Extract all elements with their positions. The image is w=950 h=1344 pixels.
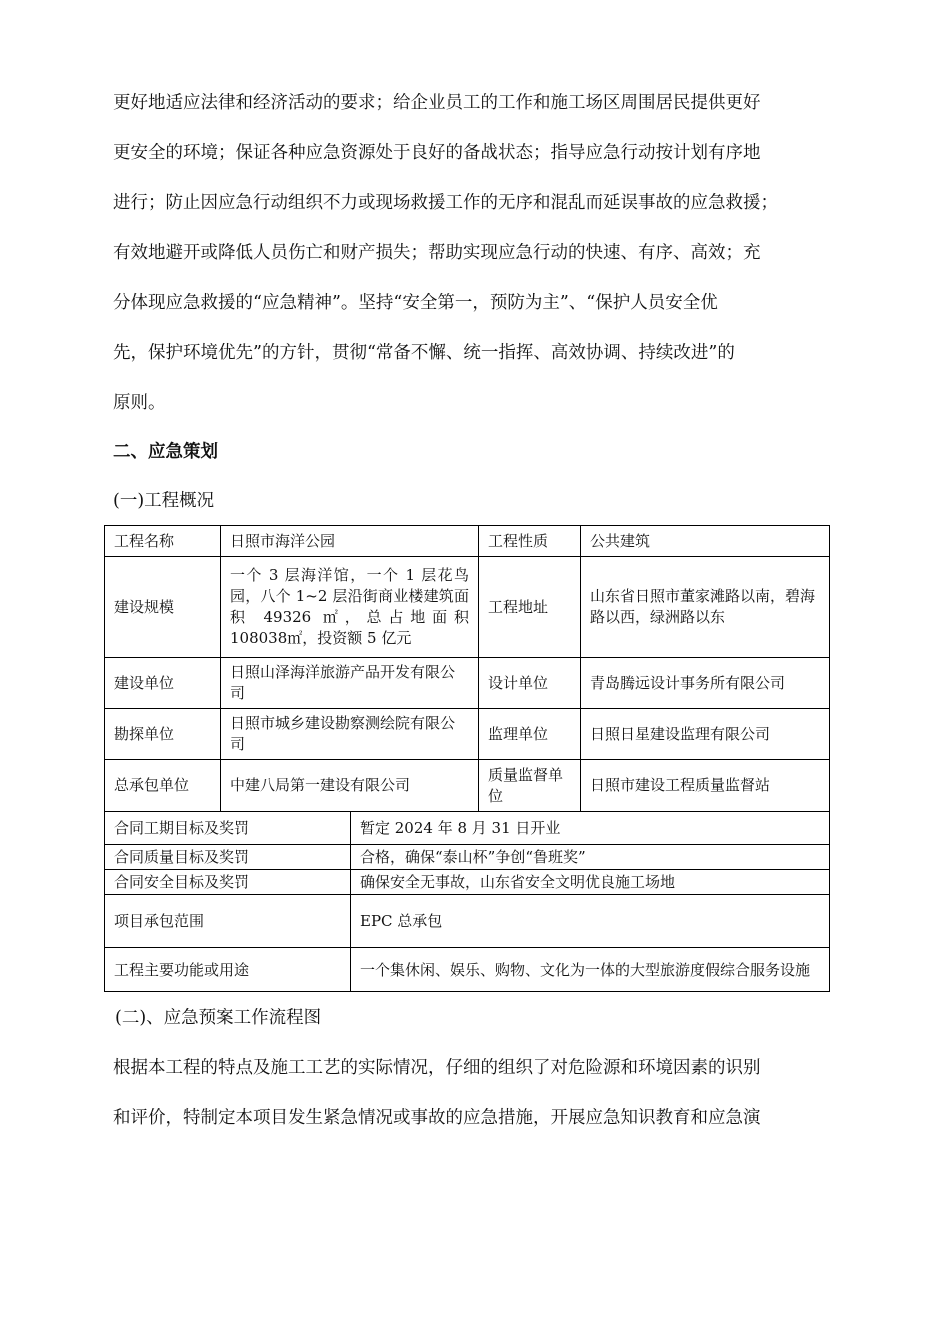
table-row [105, 526, 830, 557]
paragraph-line: 原则。 [113, 393, 166, 413]
table-cell: 建设规模 [105, 557, 221, 658]
table-cell: 日照市建设工程质量监督站 [581, 760, 830, 812]
table-cell: 项目承包范围 [105, 895, 351, 948]
project-overview-table [104, 525, 830, 812]
section-heading: 二、应急策划 [113, 442, 218, 462]
table-cell: EPC 总承包 [351, 895, 830, 948]
table-cell: 监理单位 [479, 709, 581, 760]
table-cell: 工程性质 [479, 526, 581, 557]
table-row [105, 870, 830, 895]
table-cell: 日照山泽海洋旅游产品开发有限公司 [221, 658, 479, 709]
paragraph-line: 进行；防止因应急行动组织不力或现场救援工作的无序和混乱而延误事故的应急救援； [113, 193, 778, 213]
paragraph-line: 分体现应急救援的“应急精神”。坚持“安全第一，预防为主”、“保护人员安全优 [113, 293, 718, 313]
table-cell: 公共建筑 [581, 526, 830, 557]
table-row [105, 812, 830, 845]
table-cell: 合同质量目标及奖罚 [105, 845, 351, 870]
paragraph-line: 先，保护环境优先”的方针，贯彻“常备不懈、统一指挥、高效协调、持续改进”的 [113, 343, 735, 363]
subsection-title: (一)工程概况 [113, 491, 215, 511]
table-cell: 工程主要功能或用途 [105, 948, 351, 992]
table-row [105, 709, 830, 760]
table-cell: 山东省日照市董家滩路以南，碧海路以西，绿洲路以东 [581, 557, 830, 658]
paragraph-line: 更好地适应法律和经济活动的要求；给企业员工的工作和施工场区周围居民提供更好 [113, 93, 761, 113]
table-cell: 合同工期目标及奖罚 [105, 812, 351, 845]
table-cell: 合同安全目标及奖罚 [105, 870, 351, 895]
table-cell: 工程地址 [479, 557, 581, 658]
table-cell: 一个 3 层海洋馆，一个 1 层花鸟园，八个 1~2 层沿街商业楼建筑面积 49326 ㎡，总占地面积 108038㎡，投资额 5 亿元 [221, 557, 479, 658]
table-row [105, 845, 830, 870]
project-targets-table [104, 811, 830, 992]
paragraph-line: 更安全的环境；保证各种应急资源处于良好的备战状态；指导应急行动按计划有序地 [113, 143, 761, 163]
table-cell: 质量监督单位 [479, 760, 581, 812]
paragraph-line: 和评价，特制定本项目发生紧急情况或事故的应急措施，开展应急知识教育和应急演 [113, 1108, 761, 1128]
table-cell: 建设单位 [105, 658, 221, 709]
table-row [105, 895, 830, 948]
table-cell: 勘探单位 [105, 709, 221, 760]
table-cell: 工程名称 [105, 526, 221, 557]
table-row [105, 948, 830, 992]
table-cell: 日照日星建设监理有限公司 [581, 709, 830, 760]
paragraph-line: 有效地避开或降低人员伤亡和财产损失；帮助实现应急行动的快速、有序、高效；充 [113, 243, 761, 263]
table-cell: 日照市城乡建设勘察测绘院有限公司 [221, 709, 479, 760]
table-cell: 暂定 2024 年 8 月 31 日开业 [351, 812, 830, 845]
table-cell: 日照市海洋公园 [221, 526, 479, 557]
subsection-title: (二)、应急预案工作流程图 [115, 1008, 322, 1028]
table-row [105, 557, 830, 658]
table-cell: 青岛腾远设计事务所有限公司 [581, 658, 830, 709]
table-cell: 中建八局第一建设有限公司 [221, 760, 479, 812]
table-cell: 总承包单位 [105, 760, 221, 812]
table-row [105, 658, 830, 709]
table-cell: 合格，确保“泰山杯”争创“鲁班奖” [351, 845, 830, 870]
table-row [105, 760, 830, 812]
table-cell: 一个集休闲、娱乐、购物、文化为一体的大型旅游度假综合服务设施 [351, 948, 830, 992]
paragraph-line: 根据本工程的特点及施工工艺的实际情况，仔细的组织了对危险源和环境因素的识别 [113, 1058, 761, 1078]
table-cell: 设计单位 [479, 658, 581, 709]
table-cell: 确保安全无事故，山东省安全文明优良施工场地 [351, 870, 830, 895]
